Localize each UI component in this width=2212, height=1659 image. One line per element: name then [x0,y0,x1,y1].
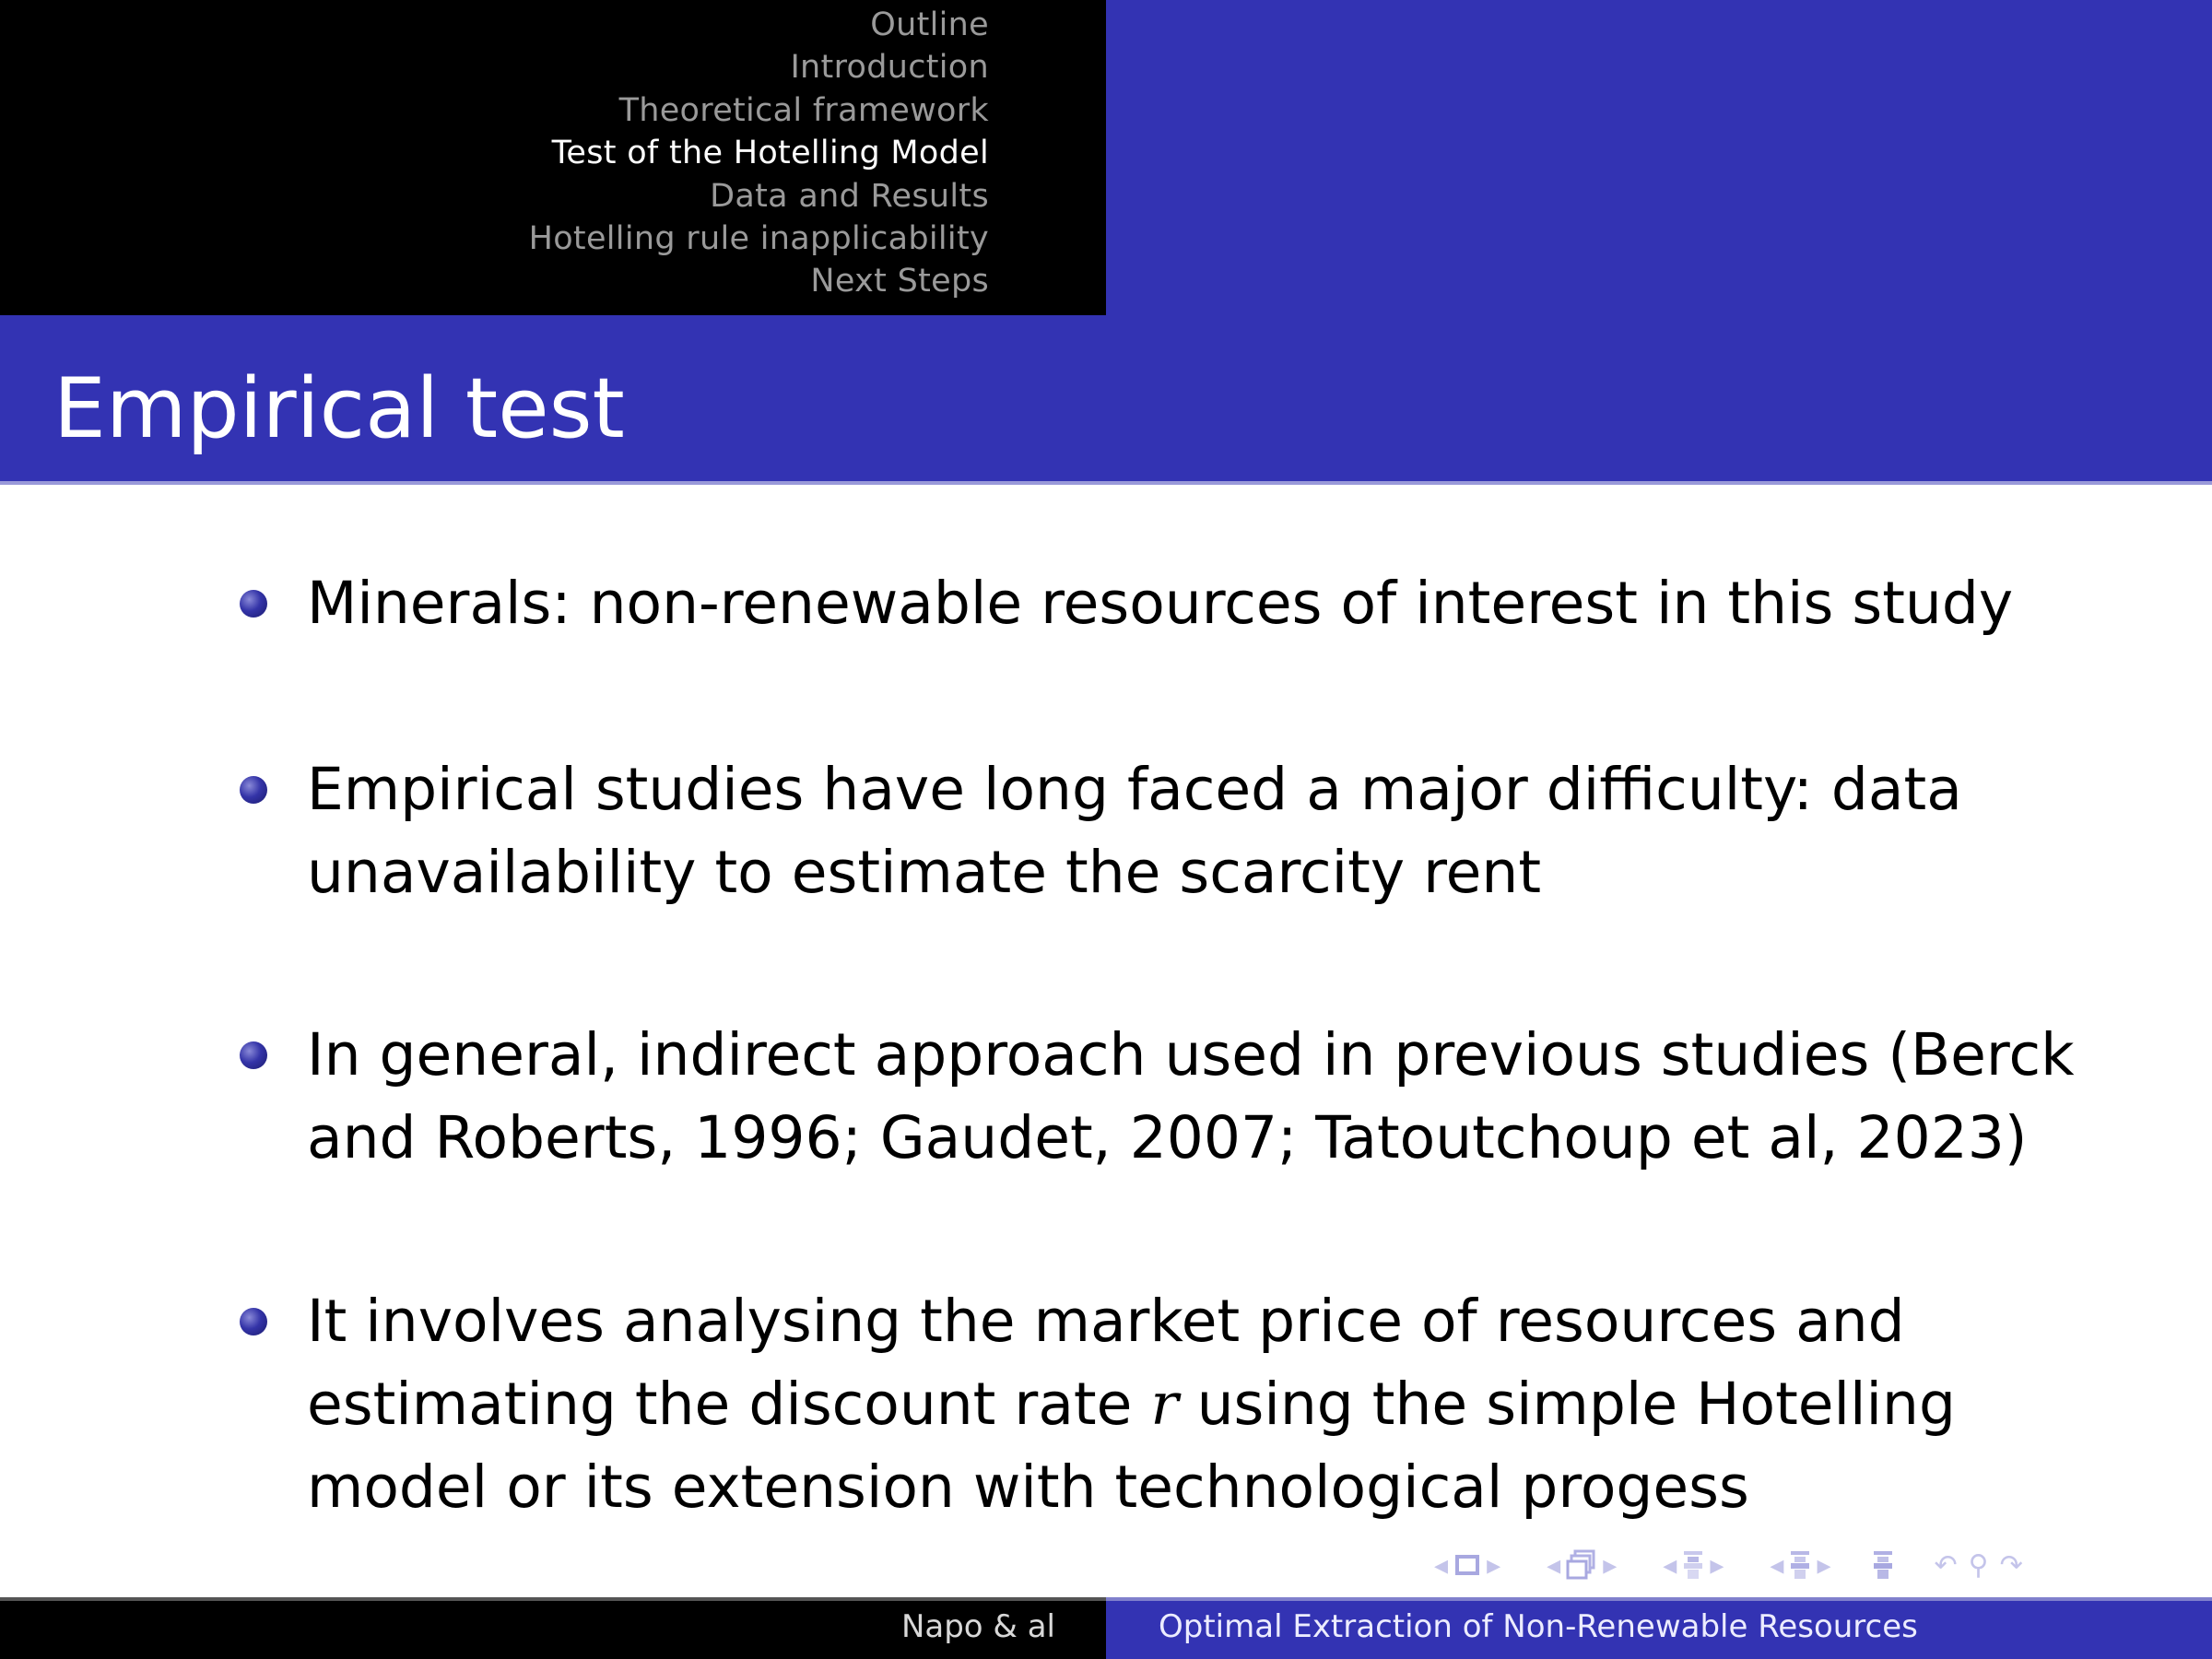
footer-title: Optimal Extraction of Non-Renewable Resources [1159,1608,1918,1645]
list-item [307,748,2058,914]
list-item-line: Minerals: non-renewable resources of interest in this study [307,570,2014,637]
bullet-icon [240,776,267,804]
list-item-line: Empirical studies have long faced a major difficulty: data [307,756,1962,823]
frame-prev-icon[interactable]: ◂ [1434,1548,1449,1582]
footer-author-panel [0,1597,1106,1659]
nav-item-next-steps[interactable]: Next Steps [810,263,989,300]
document-prev-icon[interactable]: ◂ [1770,1548,1784,1582]
appendix-nav [1872,1549,1894,1581]
footer-title-panel [1106,1597,2212,1659]
nav-item-data-and-results[interactable]: Data and Results [710,177,989,215]
frame-title: Empirical test [53,360,625,457]
frame-nav [1429,1549,1506,1582]
bullet-icon [240,590,267,618]
frame-next-icon[interactable]: ▸ [1487,1548,1501,1582]
list-item-line: In general, indirect approach used in previous studies (Berck [307,1021,2075,1088]
nav-item-outline[interactable]: Outline [870,6,989,43]
list-item-line: It involves analysing the market price of resources and [307,1288,1905,1355]
nav-item-introduction[interactable]: Introduction [790,49,989,87]
list-item-line: model or its extension with technological progess [307,1453,1749,1521]
section-next-icon[interactable]: ▸ [1710,1548,1724,1582]
nav-item-theoretical-framework[interactable]: Theoretical framework [618,91,989,129]
search-nav [1929,1549,2029,1582]
footer [0,1597,2212,1659]
section-prev-icon[interactable]: ◂ [1663,1548,1677,1582]
subsection-prev-icon[interactable]: ◂ [1547,1548,1561,1582]
text-segment: estimating the discount rate [307,1371,1151,1438]
forward-icon[interactable]: ↷ [1999,1548,2023,1582]
frame-icon[interactable] [1453,1551,1481,1579]
section-nav [1657,1549,1729,1582]
header-right-panel [1106,0,2212,315]
search-icon[interactable]: ⚲ [1968,1548,1989,1582]
list-item-line: and Roberts, 1996; Gaudet, 2007; Tatoutchoup et al, 2023) [307,1104,2028,1171]
section-icon[interactable] [1682,1549,1704,1581]
subsection-nav [1541,1549,1622,1582]
back-icon[interactable]: ↶ [1934,1548,1958,1582]
list-item-line [307,1363,2058,1446]
nav-item-hotelling-rule-inapplicability[interactable]: Hotelling rule inapplicability [528,220,989,258]
text-segment: using the simple Hotelling [1178,1371,1956,1438]
document-nav [1764,1549,1836,1582]
section-navigation [529,4,989,303]
list-item-line: unavailability to estimate the scarcity rent [307,839,1542,906]
beamer-navigation-symbols [1429,1547,2029,1583]
appendix-icon[interactable] [1872,1549,1894,1581]
list-item [307,562,2058,645]
bullet-icon [240,1308,267,1335]
nav-item-test-of-hotelling-model[interactable]: Test of the Hotelling Model [551,135,989,172]
bullet-icon [240,1041,267,1069]
list-item [307,1280,2058,1529]
document-next-icon[interactable]: ▸ [1817,1548,1831,1582]
math-variable-r: r [1150,1371,1179,1438]
document-icon[interactable] [1789,1549,1811,1581]
list-item [307,1014,2075,1180]
subsection-next-icon[interactable]: ▸ [1603,1548,1618,1582]
subsection-icon[interactable] [1566,1549,1597,1581]
footer-author: Napo & al [900,1608,1055,1645]
